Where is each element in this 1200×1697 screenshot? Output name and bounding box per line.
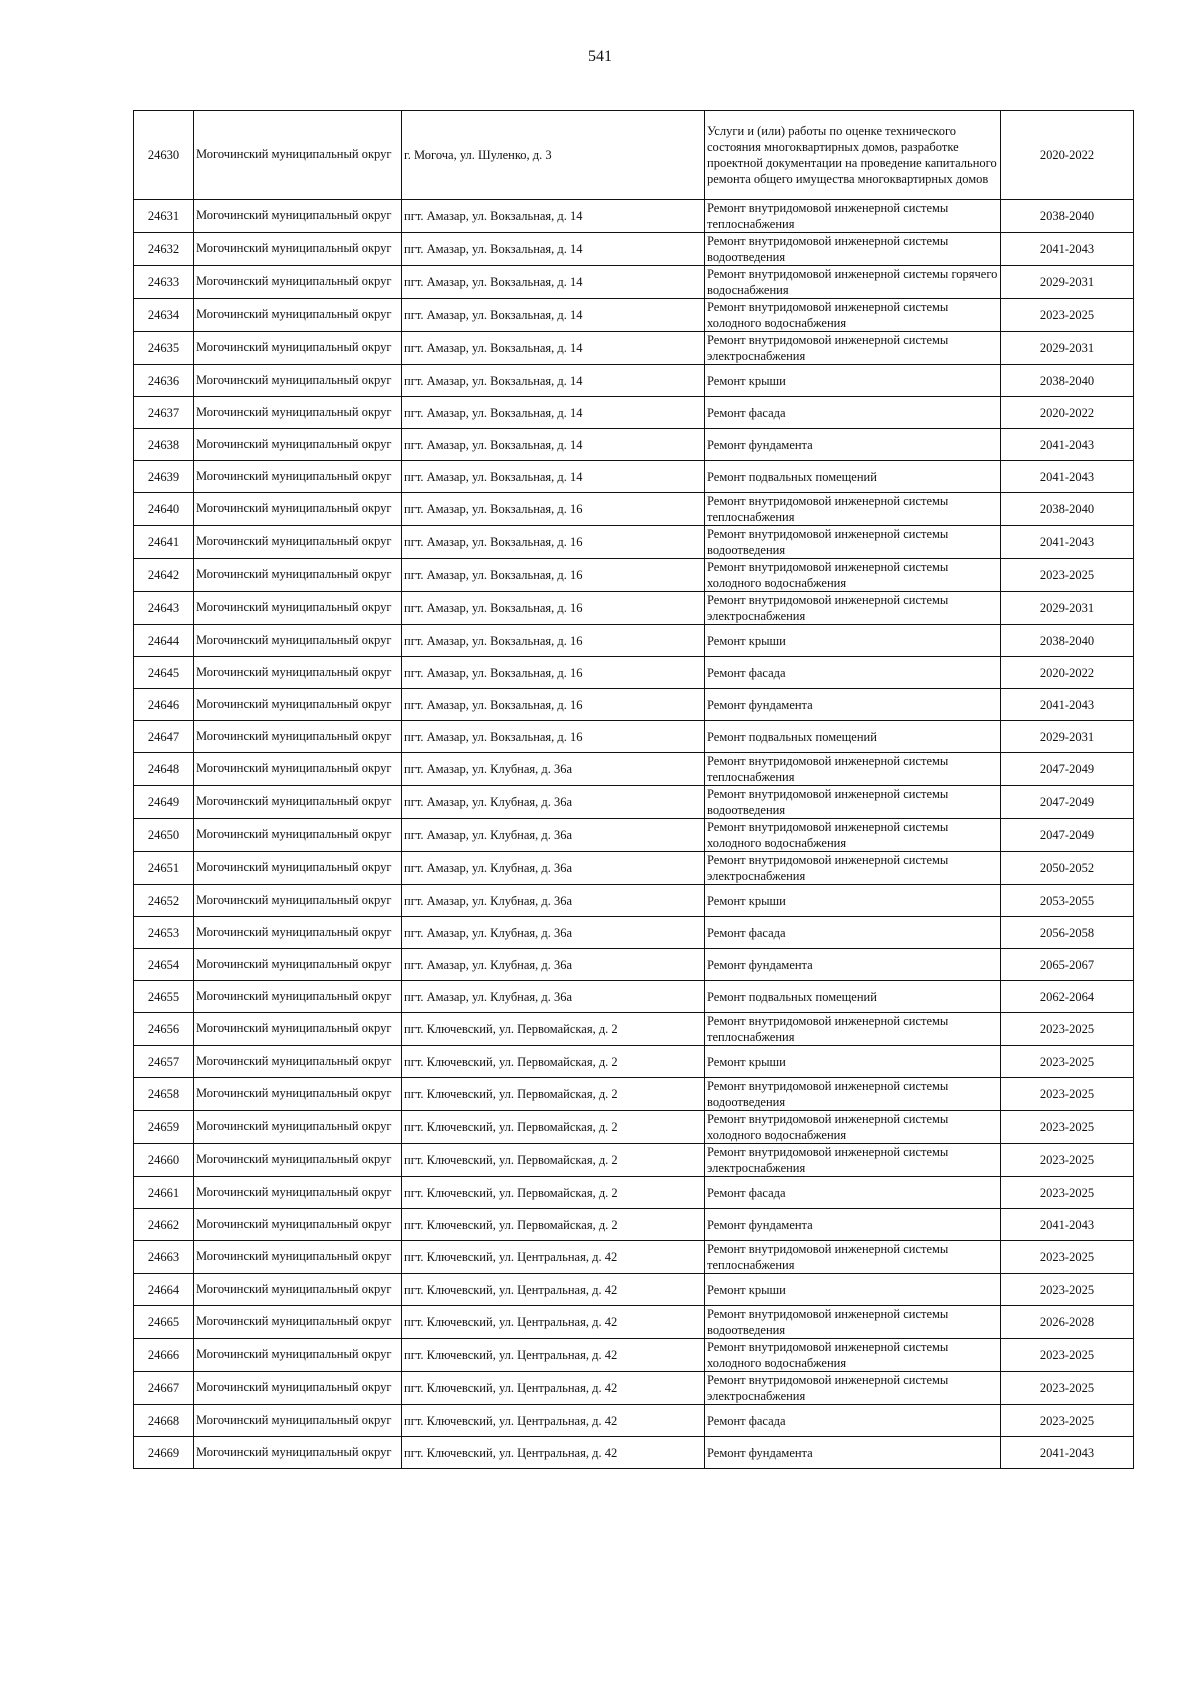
period-cell: 2023-2025 [1001,1078,1134,1111]
address-cell: пгт. Амазар, ул. Вокзальная, д. 16 [402,526,705,559]
row-number-cell: 24633 [134,266,194,299]
row-number-cell: 24642 [134,559,194,592]
work-type-cell: Ремонт внутридомовой инженерной системы электроснабжения [705,1144,1001,1177]
municipality-cell: Могочинский муниципальный округ [194,753,402,786]
table-row [134,819,1134,852]
address-cell: пгт. Ключевский, ул. Первомайская, д. 2 [402,1013,705,1046]
row-number-cell: 24667 [134,1372,194,1405]
period-cell: 2041-2043 [1001,461,1134,493]
municipality-cell: Могочинский муниципальный округ [194,299,402,332]
period-cell: 2023-2025 [1001,1274,1134,1306]
table-row [134,1437,1134,1469]
municipality-cell: Могочинский муниципальный округ [194,852,402,885]
municipality-cell: Могочинский муниципальный округ [194,266,402,299]
period-cell: 2062-2064 [1001,981,1134,1013]
row-number-cell: 24639 [134,461,194,493]
address-cell: пгт. Амазар, ул. Клубная, д. 36а [402,981,705,1013]
row-number-cell: 24634 [134,299,194,332]
capital-repair-table [133,110,1134,1469]
page-number: 541 [588,48,612,65]
address-cell: пгт. Ключевский, ул. Первомайская, д. 2 [402,1078,705,1111]
municipality-cell: Могочинский муниципальный округ [194,657,402,689]
address-cell: пгт. Амазар, ул. Клубная, д. 36а [402,753,705,786]
row-number-cell: 24666 [134,1339,194,1372]
table-row [134,1306,1134,1339]
address-cell: пгт. Амазар, ул. Клубная, д. 36а [402,917,705,949]
address-cell: пгт. Ключевский, ул. Центральная, д. 42 [402,1437,705,1469]
period-cell: 2029-2031 [1001,721,1134,753]
row-number-cell: 24654 [134,949,194,981]
work-type-cell: Ремонт фасада [705,1177,1001,1209]
municipality-cell: Могочинский муниципальный округ [194,1111,402,1144]
work-type-cell: Ремонт внутридомовой инженерной системы водоотведения [705,1078,1001,1111]
row-number-cell: 24649 [134,786,194,819]
table-row [134,1111,1134,1144]
work-type-cell: Ремонт фундамента [705,949,1001,981]
table-row [134,917,1134,949]
address-cell: пгт. Амазар, ул. Вокзальная, д. 16 [402,657,705,689]
municipality-cell: Могочинский муниципальный округ [194,1274,402,1306]
address-cell: пгт. Ключевский, ул. Первомайская, д. 2 [402,1209,705,1241]
work-type-cell: Ремонт фасада [705,917,1001,949]
period-cell: 2038-2040 [1001,200,1134,233]
table-row [134,332,1134,365]
work-type-cell: Ремонт внутридомовой инженерной системы водоотведения [705,233,1001,266]
table-row [134,1144,1134,1177]
table-row [134,200,1134,233]
work-type-cell: Ремонт внутридомовой инженерной системы холодного водоснабжения [705,819,1001,852]
address-cell: пгт. Амазар, ул. Вокзальная, д. 16 [402,493,705,526]
work-type-cell: Ремонт фасада [705,397,1001,429]
work-type-cell: Ремонт внутридомовой инженерной системы водоотведения [705,786,1001,819]
table-row [134,1046,1134,1078]
period-cell: 2056-2058 [1001,917,1134,949]
work-type-cell: Ремонт внутридомовой инженерной системы холодного водоснабжения [705,559,1001,592]
work-type-cell: Услуги и (или) работы по оценке технического состояния многоквартирных домов, разработке проектной документации на проведение капитального ремонта общего имущества многоквартирных домов [705,111,1001,200]
period-cell: 2029-2031 [1001,332,1134,365]
work-type-cell: Ремонт подвальных помещений [705,461,1001,493]
period-cell: 2023-2025 [1001,299,1134,332]
period-cell: 2047-2049 [1001,786,1134,819]
address-cell: пгт. Амазар, ул. Клубная, д. 36а [402,786,705,819]
address-cell: пгт. Амазар, ул. Клубная, д. 36а [402,949,705,981]
period-cell: 2047-2049 [1001,753,1134,786]
row-number-cell: 24635 [134,332,194,365]
period-cell: 2026-2028 [1001,1306,1134,1339]
work-type-cell: Ремонт подвальных помещений [705,721,1001,753]
municipality-cell: Могочинский муниципальный округ [194,1437,402,1469]
address-cell: пгт. Амазар, ул. Клубная, д. 36а [402,852,705,885]
municipality-cell: Могочинский муниципальный округ [194,493,402,526]
table-row [134,526,1134,559]
address-cell: пгт. Ключевский, ул. Первомайская, д. 2 [402,1046,705,1078]
table-row [134,1209,1134,1241]
work-type-cell: Ремонт внутридомовой инженерной системы электроснабжения [705,332,1001,365]
table-row [134,1241,1134,1274]
row-number-cell: 24665 [134,1306,194,1339]
period-cell: 2038-2040 [1001,365,1134,397]
municipality-cell: Могочинский муниципальный округ [194,233,402,266]
table-row [134,1372,1134,1405]
work-type-cell: Ремонт фундамента [705,1437,1001,1469]
table-row [134,299,1134,332]
row-number-cell: 24664 [134,1274,194,1306]
work-type-cell: Ремонт внутридомовой инженерной системы холодного водоснабжения [705,1339,1001,1372]
table-row [134,721,1134,753]
municipality-cell: Могочинский муниципальный округ [194,526,402,559]
period-cell: 2023-2025 [1001,1111,1134,1144]
table-row [134,592,1134,625]
municipality-cell: Могочинский муниципальный округ [194,1013,402,1046]
address-cell: пгт. Амазар, ул. Клубная, д. 36а [402,885,705,917]
row-number-cell: 24630 [134,111,194,200]
address-cell: пгт. Амазар, ул. Вокзальная, д. 14 [402,365,705,397]
row-number-cell: 24651 [134,852,194,885]
municipality-cell: Могочинский муниципальный округ [194,721,402,753]
row-number-cell: 24660 [134,1144,194,1177]
table-row [134,981,1134,1013]
period-cell: 2020-2022 [1001,111,1134,200]
municipality-cell: Могочинский муниципальный округ [194,1241,402,1274]
municipality-cell: Могочинский муниципальный округ [194,1078,402,1111]
row-number-cell: 24632 [134,233,194,266]
municipality-cell: Могочинский муниципальный округ [194,917,402,949]
period-cell: 2038-2040 [1001,493,1134,526]
address-cell: пгт. Амазар, ул. Вокзальная, д. 16 [402,689,705,721]
row-number-cell: 24662 [134,1209,194,1241]
period-cell: 2029-2031 [1001,266,1134,299]
table-row [134,233,1134,266]
period-cell: 2023-2025 [1001,1405,1134,1437]
municipality-cell: Могочинский муниципальный округ [194,1306,402,1339]
municipality-cell: Могочинский муниципальный округ [194,461,402,493]
table-row [134,493,1134,526]
address-cell: пгт. Ключевский, ул. Центральная, д. 42 [402,1372,705,1405]
municipality-cell: Могочинский муниципальный округ [194,365,402,397]
period-cell: 2023-2025 [1001,1177,1134,1209]
address-cell: пгт. Амазар, ул. Вокзальная, д. 16 [402,625,705,657]
work-type-cell: Ремонт внутридомовой инженерной системы электроснабжения [705,592,1001,625]
municipality-cell: Могочинский муниципальный округ [194,689,402,721]
address-cell: пгт. Амазар, ул. Вокзальная, д. 14 [402,332,705,365]
municipality-cell: Могочинский муниципальный округ [194,1405,402,1437]
table-row [134,1339,1134,1372]
row-number-cell: 24658 [134,1078,194,1111]
row-number-cell: 24668 [134,1405,194,1437]
work-type-cell: Ремонт крыши [705,365,1001,397]
table-row [134,559,1134,592]
work-type-cell: Ремонт крыши [705,625,1001,657]
work-type-cell: Ремонт фундамента [705,1209,1001,1241]
work-type-cell: Ремонт внутридомовой инженерной системы электроснабжения [705,1372,1001,1405]
period-cell: 2020-2022 [1001,657,1134,689]
work-type-cell: Ремонт внутридомовой инженерной системы холодного водоснабжения [705,1111,1001,1144]
work-type-cell: Ремонт фасада [705,1405,1001,1437]
row-number-cell: 24647 [134,721,194,753]
work-type-cell: Ремонт фундамента [705,689,1001,721]
row-number-cell: 24663 [134,1241,194,1274]
row-number-cell: 24645 [134,657,194,689]
table-row [134,625,1134,657]
table-row [134,1405,1134,1437]
municipality-cell: Могочинский муниципальный округ [194,949,402,981]
work-type-cell: Ремонт фасада [705,657,1001,689]
address-cell: пгт. Ключевский, ул. Центральная, д. 42 [402,1306,705,1339]
work-type-cell: Ремонт крыши [705,885,1001,917]
municipality-cell: Могочинский муниципальный округ [194,1144,402,1177]
period-cell: 2047-2049 [1001,819,1134,852]
work-type-cell: Ремонт внутридомовой инженерной системы теплоснабжения [705,493,1001,526]
row-number-cell: 24646 [134,689,194,721]
municipality-cell: Могочинский муниципальный округ [194,1339,402,1372]
table-row [134,753,1134,786]
address-cell: пгт. Амазар, ул. Вокзальная, д. 14 [402,200,705,233]
work-type-cell: Ремонт внутридомовой инженерной системы водоотведения [705,1306,1001,1339]
work-type-cell: Ремонт внутридомовой инженерной системы водоотведения [705,526,1001,559]
period-cell: 2041-2043 [1001,429,1134,461]
municipality-cell: Могочинский муниципальный округ [194,592,402,625]
period-cell: 2029-2031 [1001,592,1134,625]
table-row [134,1274,1134,1306]
municipality-cell: Могочинский муниципальный округ [194,111,402,200]
work-type-cell: Ремонт фундамента [705,429,1001,461]
municipality-cell: Могочинский муниципальный округ [194,786,402,819]
table-row [134,111,1134,200]
table-row [134,397,1134,429]
row-number-cell: 24641 [134,526,194,559]
municipality-cell: Могочинский муниципальный округ [194,1209,402,1241]
row-number-cell: 24657 [134,1046,194,1078]
municipality-cell: Могочинский муниципальный округ [194,429,402,461]
row-number-cell: 24637 [134,397,194,429]
address-cell: пгт. Амазар, ул. Вокзальная, д. 14 [402,299,705,332]
row-number-cell: 24659 [134,1111,194,1144]
table-row [134,1013,1134,1046]
work-type-cell: Ремонт внутридомовой инженерной системы теплоснабжения [705,753,1001,786]
period-cell: 2041-2043 [1001,689,1134,721]
period-cell: 2041-2043 [1001,1209,1134,1241]
period-cell: 2020-2022 [1001,397,1134,429]
address-cell: пгт. Ключевский, ул. Центральная, д. 42 [402,1241,705,1274]
row-number-cell: 24638 [134,429,194,461]
row-number-cell: 24656 [134,1013,194,1046]
row-number-cell: 24636 [134,365,194,397]
work-type-cell: Ремонт внутридомовой инженерной системы электроснабжения [705,852,1001,885]
row-number-cell: 24653 [134,917,194,949]
row-number-cell: 24648 [134,753,194,786]
table-row [134,885,1134,917]
address-cell: пгт. Амазар, ул. Вокзальная, д. 16 [402,592,705,625]
municipality-cell: Могочинский муниципальный округ [194,1177,402,1209]
period-cell: 2053-2055 [1001,885,1134,917]
table-row [134,1177,1134,1209]
period-cell: 2023-2025 [1001,1013,1134,1046]
period-cell: 2038-2040 [1001,625,1134,657]
address-cell: пгт. Амазар, ул. Вокзальная, д. 14 [402,429,705,461]
row-number-cell: 24661 [134,1177,194,1209]
work-type-cell: Ремонт внутридомовой инженерной системы теплоснабжения [705,1013,1001,1046]
municipality-cell: Могочинский муниципальный округ [194,1372,402,1405]
period-cell: 2050-2052 [1001,852,1134,885]
row-number-cell: 24643 [134,592,194,625]
table-row [134,786,1134,819]
address-cell: пгт. Ключевский, ул. Первомайская, д. 2 [402,1111,705,1144]
table-row [134,429,1134,461]
address-cell: пгт. Амазар, ул. Вокзальная, д. 14 [402,266,705,299]
table-row [134,365,1134,397]
period-cell: 2023-2025 [1001,1144,1134,1177]
period-cell: 2023-2025 [1001,1372,1134,1405]
municipality-cell: Могочинский муниципальный округ [194,397,402,429]
municipality-cell: Могочинский муниципальный округ [194,332,402,365]
row-number-cell: 24655 [134,981,194,1013]
row-number-cell: 24669 [134,1437,194,1469]
address-cell: пгт. Ключевский, ул. Центральная, д. 42 [402,1339,705,1372]
period-cell: 2023-2025 [1001,559,1134,592]
period-cell: 2023-2025 [1001,1339,1134,1372]
address-cell: пгт. Ключевский, ул. Первомайская, д. 2 [402,1144,705,1177]
table-row [134,852,1134,885]
address-cell: пгт. Ключевский, ул. Центральная, д. 42 [402,1274,705,1306]
address-cell: пгт. Амазар, ул. Вокзальная, д. 16 [402,721,705,753]
table-row [134,461,1134,493]
address-cell: г. Могоча, ул. Шуленко, д. 3 [402,111,705,200]
work-type-cell: Ремонт внутридомовой инженерной системы теплоснабжения [705,1241,1001,1274]
period-cell: 2023-2025 [1001,1241,1134,1274]
work-type-cell: Ремонт крыши [705,1274,1001,1306]
municipality-cell: Могочинский муниципальный округ [194,559,402,592]
address-cell: пгт. Амазар, ул. Вокзальная, д. 14 [402,233,705,266]
period-cell: 2065-2067 [1001,949,1134,981]
table-row [134,1078,1134,1111]
row-number-cell: 24631 [134,200,194,233]
table-body [134,111,1134,1469]
row-number-cell: 24650 [134,819,194,852]
period-cell: 2041-2043 [1001,526,1134,559]
municipality-cell: Могочинский муниципальный округ [194,885,402,917]
table-row [134,266,1134,299]
row-number-cell: 24652 [134,885,194,917]
work-type-cell: Ремонт подвальных помещений [705,981,1001,1013]
municipality-cell: Могочинский муниципальный округ [194,200,402,233]
address-cell: пгт. Амазар, ул. Вокзальная, д. 14 [402,461,705,493]
work-type-cell: Ремонт внутридомовой инженерной системы холодного водоснабжения [705,299,1001,332]
work-type-cell: Ремонт внутридомовой инженерной системы теплоснабжения [705,200,1001,233]
address-cell: пгт. Амазар, ул. Вокзальная, д. 14 [402,397,705,429]
work-type-cell: Ремонт внутридомовой инженерной системы горячего водоснабжения [705,266,1001,299]
municipality-cell: Могочинский муниципальный округ [194,981,402,1013]
address-cell: пгт. Ключевский, ул. Центральная, д. 42 [402,1405,705,1437]
address-cell: пгт. Амазар, ул. Вокзальная, д. 16 [402,559,705,592]
work-type-cell: Ремонт крыши [705,1046,1001,1078]
table-row [134,689,1134,721]
municipality-cell: Могочинский муниципальный округ [194,625,402,657]
table-row [134,949,1134,981]
address-cell: пгт. Ключевский, ул. Первомайская, д. 2 [402,1177,705,1209]
period-cell: 2041-2043 [1001,233,1134,266]
row-number-cell: 24644 [134,625,194,657]
address-cell: пгт. Амазар, ул. Клубная, д. 36а [402,819,705,852]
period-cell: 2041-2043 [1001,1437,1134,1469]
municipality-cell: Могочинский муниципальный округ [194,819,402,852]
period-cell: 2023-2025 [1001,1046,1134,1078]
table-row [134,657,1134,689]
row-number-cell: 24640 [134,493,194,526]
municipality-cell: Могочинский муниципальный округ [194,1046,402,1078]
